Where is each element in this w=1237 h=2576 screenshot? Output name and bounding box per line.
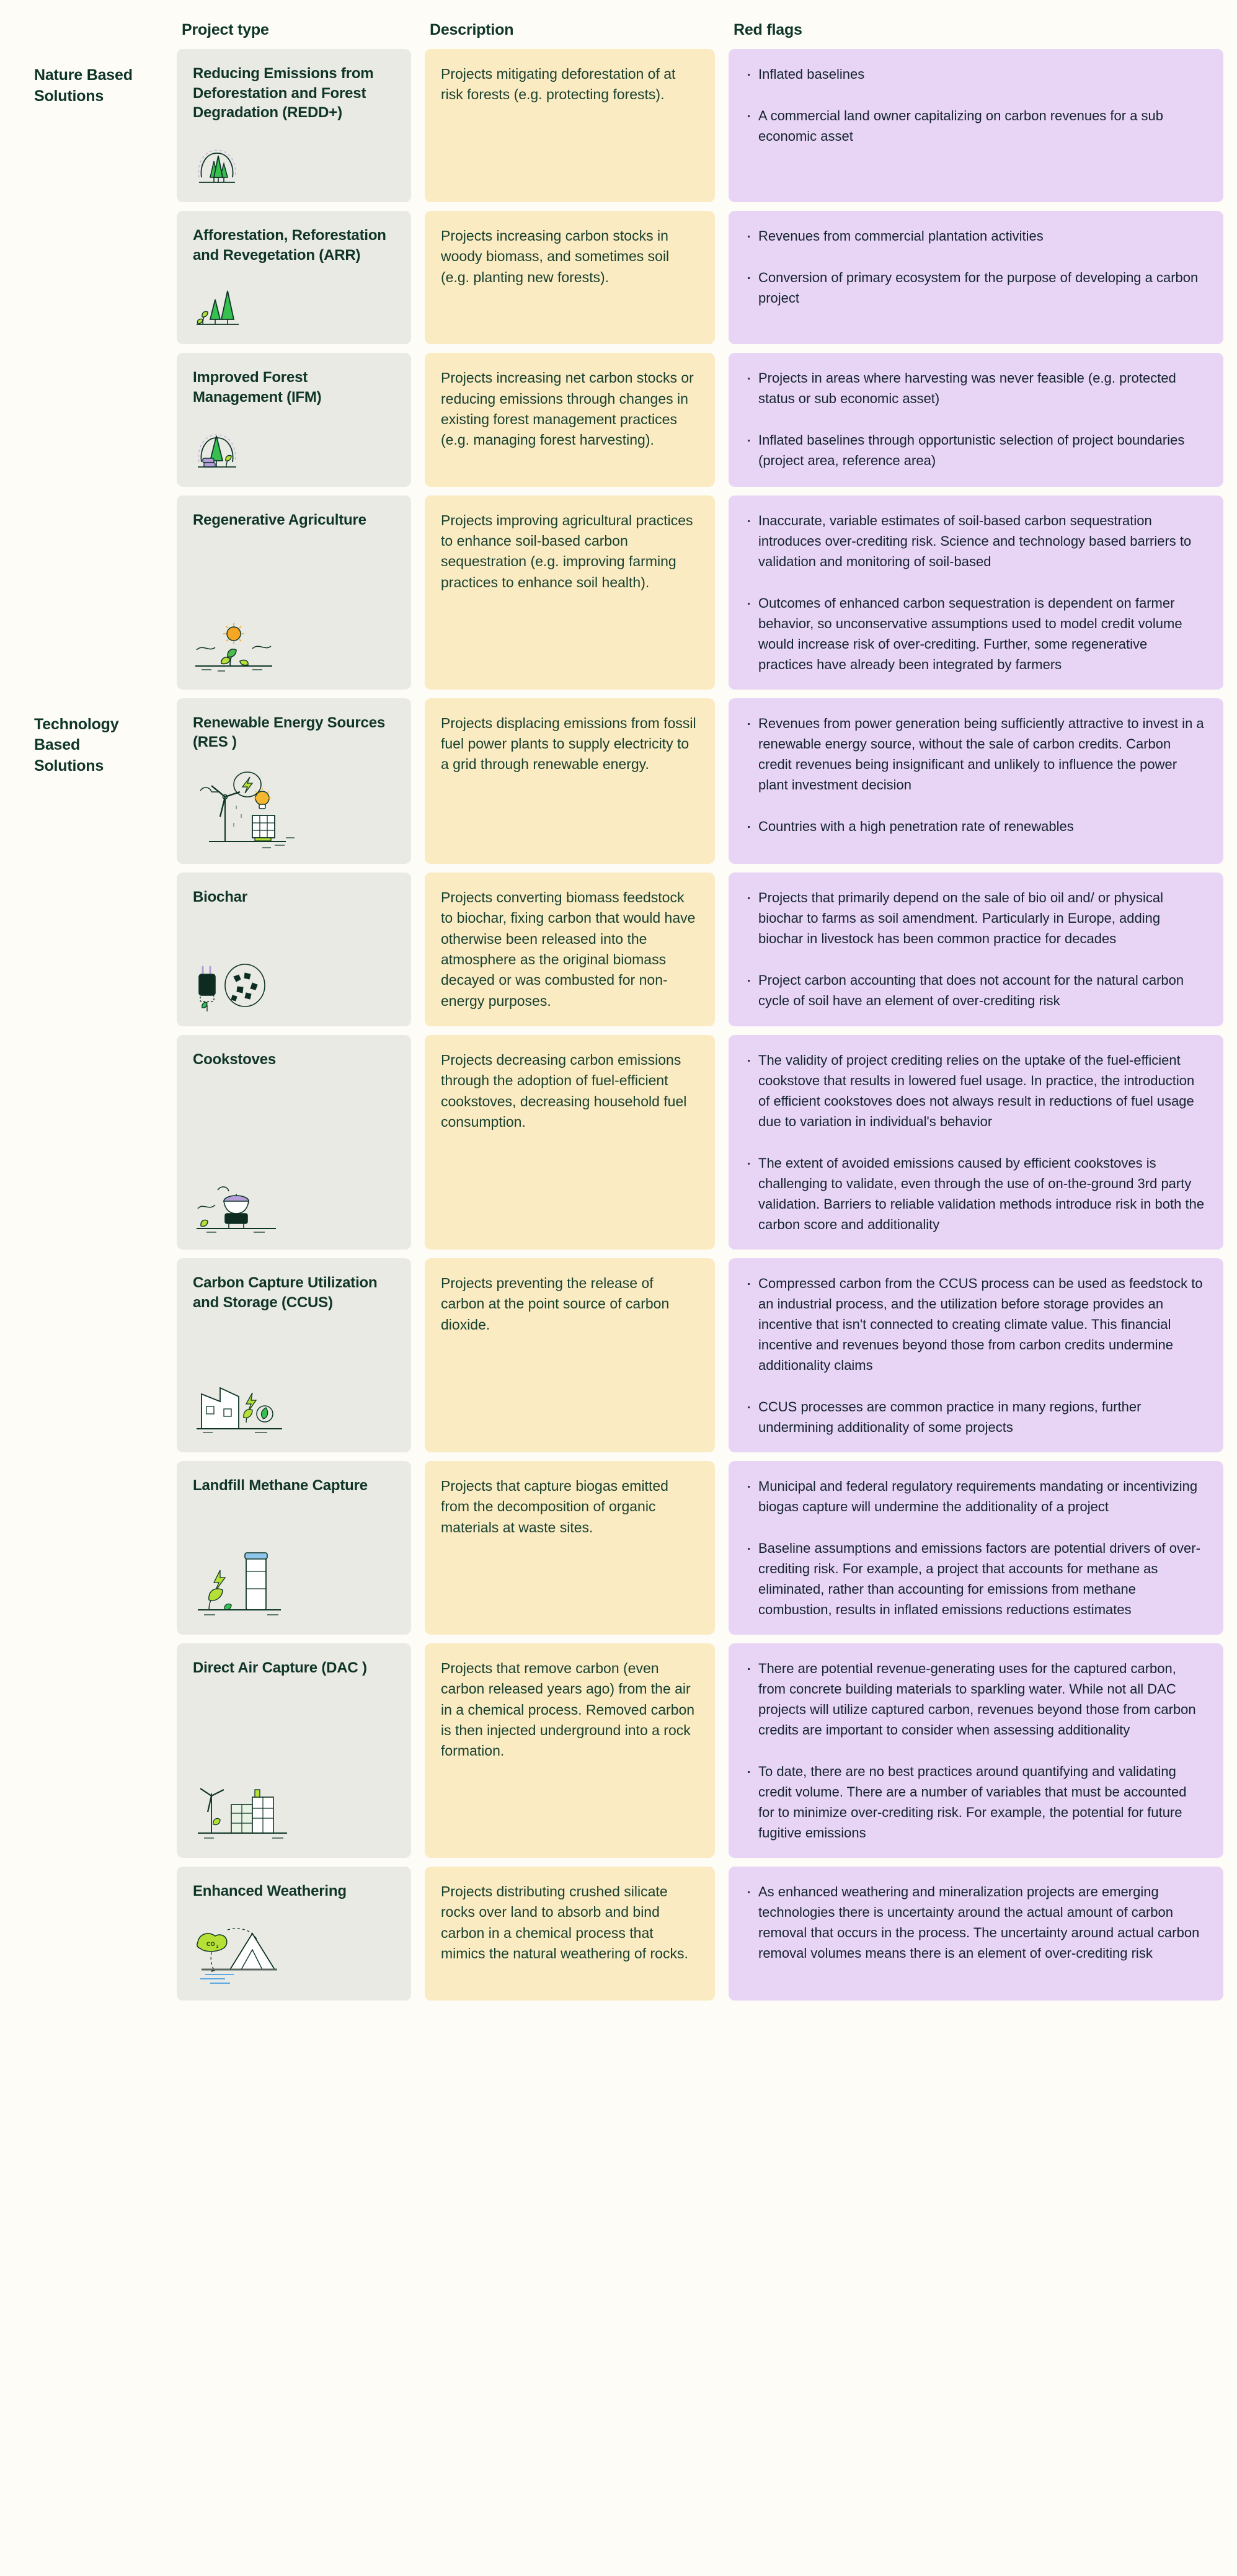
red-flags-cell bbox=[729, 873, 1237, 1026]
industrial-capture-icon bbox=[193, 1369, 394, 1437]
project-type-title: Cookstoves bbox=[193, 1051, 277, 1068]
svg-text:2: 2 bbox=[216, 1945, 219, 1949]
project-type-cell bbox=[177, 1035, 425, 1250]
project-type-title: Renewable Energy Sources (RES ) bbox=[193, 714, 385, 751]
description-cell bbox=[425, 353, 729, 486]
column-header-red-flags: Red flags bbox=[734, 21, 802, 38]
red-flag-item: · Revenues from power generation being sufficiently attractive to invest in a renewable energy source, without the sale of carbon credits. Carbon credit revenues being insignificant and unlikely to influence the power plant investment decision bbox=[745, 713, 1205, 795]
red-flag-item: · Countries with a high penetration rate of renewables bbox=[745, 816, 1205, 837]
red-flags-card bbox=[729, 698, 1223, 864]
wind-solar-icon bbox=[193, 768, 394, 849]
red-flags-card bbox=[729, 873, 1223, 1026]
cookstove-icon bbox=[193, 1175, 394, 1235]
project-type-card[interactable] bbox=[177, 873, 411, 1026]
project-type-cell bbox=[177, 873, 425, 1026]
red-flag-item: · To date, there are no best practices around quantifying and validating credit volume. There are a number of variables that must be accounted for to minimize over-crediting risk. For example, the potential for future fugitive emissions bbox=[745, 1761, 1205, 1843]
project-type-title: Direct Air Capture (DAC ) bbox=[193, 1659, 367, 1677]
description-card: Projects mitigating deforestation of at risk forests (e.g. protecting forests). bbox=[425, 49, 715, 202]
red-flags-cell bbox=[729, 211, 1237, 344]
red-flags-card bbox=[729, 1461, 1223, 1635]
red-flag-item: · Revenues from commercial plantation activities bbox=[745, 226, 1205, 246]
red-flag-item: · Compressed carbon from the CCUS process can be used as feedstock to an industrial process, and the utilization before storage provides an incentive that isn't connected to creating climate value. This financial incentive and revenues beyond those from carbon credits undermine additionality claims bbox=[745, 1273, 1205, 1375]
description-card: Projects distributing crushed silicate rocks over land to absorb and bind carbon in a chemical process that mimics the natural weathering of rocks. bbox=[425, 1867, 715, 2001]
project-type-card[interactable] bbox=[177, 495, 411, 690]
red-flag-item: · Project carbon accounting that does not account for the natural carbon cycle of soil have an element of over-crediting risk bbox=[745, 970, 1205, 1011]
description-cell bbox=[425, 873, 729, 1026]
red-flags-list bbox=[745, 1881, 1205, 1963]
category-cell bbox=[0, 1035, 177, 1250]
description-cell bbox=[425, 1643, 729, 1858]
project-type-title: Afforestation, Reforestation and Revegetation (ARR) bbox=[193, 227, 386, 264]
project-type-cell bbox=[177, 49, 425, 202]
red-flag-item: · Conversion of primary ecosystem for the purpose of developing a carbon project bbox=[745, 267, 1205, 308]
red-flag-item: · As enhanced weathering and mineralization projects are emerging technologies there is uncertainty around the actual amount of carbon removal that occurs in the process. The uncertainty around actual carbon removal volumes means there is an element of over-crediting risk bbox=[745, 1881, 1205, 1963]
category-cell bbox=[0, 1258, 177, 1452]
red-flags-card bbox=[729, 1643, 1223, 1858]
description-cell bbox=[425, 495, 729, 690]
red-flag-item: · Baseline assumptions and emissions factors are potential drivers of over-crediting risk. For example, a project that accounts for methane as eliminated, rather than accounting for emissions from methane combustion, results in inflated emissions reductions estimates bbox=[745, 1538, 1205, 1620]
table-row bbox=[0, 211, 1237, 344]
project-type-card[interactable] bbox=[177, 353, 411, 486]
table-body bbox=[0, 49, 1237, 2001]
category-cell bbox=[0, 211, 177, 344]
project-type-cell bbox=[177, 1867, 425, 2001]
project-type-title: Reducing Emissions from Deforestation and Forest Degradation (REDD+) bbox=[193, 65, 374, 122]
category-cell bbox=[0, 1643, 177, 1858]
project-type-card[interactable] bbox=[177, 211, 411, 344]
landfill-methane-icon bbox=[193, 1545, 394, 1620]
project-type-card[interactable] bbox=[177, 1643, 411, 1858]
project-type-card[interactable] bbox=[177, 1258, 411, 1452]
header-category-spacer bbox=[0, 21, 177, 39]
red-flags-cell bbox=[729, 1643, 1237, 1858]
project-type-title: Landfill Methane Capture bbox=[193, 1477, 368, 1495]
description-cell bbox=[425, 1461, 729, 1635]
description-card: Projects preventing the release of carbon at the point source of carbon dioxide. bbox=[425, 1258, 715, 1452]
table-row bbox=[0, 49, 1237, 202]
red-flag-item: · A commercial land owner capitalizing on carbon revenues for a sub economic asset bbox=[745, 105, 1205, 146]
project-type-title: Improved Forest Management (IFM) bbox=[193, 369, 322, 406]
red-flags-list bbox=[745, 713, 1205, 837]
red-flags-list bbox=[745, 1050, 1205, 1235]
red-flag-item: · Inflated baselines through opportunistic selection of project boundaries (project area, reference area) bbox=[745, 430, 1205, 471]
red-flag-item: · Inaccurate, variable estimates of soil-based carbon sequestration introduces over-crediting risk. Science and technology based barriers to validation and monitoring of soil-based bbox=[745, 510, 1205, 572]
forest-protection-icon bbox=[193, 139, 394, 187]
column-header-project-type: Project type bbox=[182, 21, 269, 38]
direct-air-capture-icon bbox=[193, 1769, 394, 1843]
project-type-title: Biochar bbox=[193, 889, 247, 906]
table-row bbox=[0, 1461, 1237, 1635]
red-flags-list bbox=[745, 368, 1205, 471]
managed-forest-icon bbox=[193, 424, 394, 472]
red-flags-cell bbox=[729, 495, 1237, 690]
project-type-cell bbox=[177, 1461, 425, 1635]
category-cell bbox=[0, 495, 177, 690]
red-flags-card bbox=[729, 353, 1223, 486]
category-label: Nature Based Solutions bbox=[34, 66, 133, 105]
red-flag-item: · There are potential revenue-generating uses for the captured carbon, from concrete building materials to sparkling water. While not all DAC projects will utilize captured carbon, revenues beyond those from carbon credits are important to consider when assessing additionality bbox=[745, 1658, 1205, 1740]
description-cell bbox=[425, 211, 729, 344]
description-cell bbox=[425, 1867, 729, 2001]
project-type-cell bbox=[177, 211, 425, 344]
table-row bbox=[0, 353, 1237, 486]
red-flags-list bbox=[745, 1273, 1205, 1437]
red-flags-list bbox=[745, 64, 1205, 146]
svg-text:CO: CO bbox=[206, 1940, 215, 1947]
red-flag-item: · Projects in areas where harvesting was never feasible (e.g. protected status or sub economic asset) bbox=[745, 368, 1205, 409]
category-label: Technology Based Solutions bbox=[34, 715, 119, 775]
red-flags-cell bbox=[729, 1461, 1237, 1635]
red-flags-list bbox=[745, 887, 1205, 1011]
red-flags-list bbox=[745, 510, 1205, 675]
category-cell bbox=[0, 49, 177, 202]
project-type-cell bbox=[177, 1643, 425, 1858]
description-card: Projects decreasing carbon emissions through the adoption of fuel-efficient cookstoves, decreasing household fuel consumption. bbox=[425, 1035, 715, 1250]
project-type-title: Carbon Capture Utilization and Storage (CCUS) bbox=[193, 1274, 378, 1311]
category-cell bbox=[0, 1461, 177, 1635]
table-row bbox=[0, 1867, 1237, 2001]
red-flags-cell bbox=[729, 1035, 1237, 1250]
description-card: Projects increasing net carbon stocks or reducing emissions through changes in existing forest management practices (e.g. managing forest harvesting). bbox=[425, 353, 715, 486]
description-card: Projects improving agricultural practices to enhance soil-based carbon sequestration (e.g. improving farming practices to enhance soil health). bbox=[425, 495, 715, 690]
project-type-cell bbox=[177, 698, 425, 864]
project-type-title: Enhanced Weathering bbox=[193, 1883, 347, 1900]
project-type-title: Regenerative Agriculture bbox=[193, 511, 366, 528]
column-header-description: Description bbox=[430, 21, 514, 38]
table-row bbox=[0, 495, 1237, 690]
red-flag-item: · Projects that primarily depend on the sale of bio oil and/ or physical biochar to farms as soil amendment. Particularly in Europe, adding biochar in livestock has been common practice for decades bbox=[745, 887, 1205, 949]
project-type-cell bbox=[177, 353, 425, 486]
table-row bbox=[0, 1643, 1237, 1858]
category-cell bbox=[0, 698, 177, 864]
project-type-card[interactable] bbox=[177, 1867, 411, 2001]
description-cell bbox=[425, 1035, 729, 1250]
red-flags-list bbox=[745, 1658, 1205, 1843]
description-cell bbox=[425, 1258, 729, 1452]
biochar-icon bbox=[193, 956, 394, 1011]
red-flag-item: · Outcomes of enhanced carbon sequestration is dependent on farmer behavior, so unconservative assumptions used to model credit volume would increase risk of over-crediting. Further, some regenerative practices have already been integrated by farmers bbox=[745, 593, 1205, 675]
category-cell bbox=[0, 1867, 177, 2001]
description-card: Projects that remove carbon (even carbon released years ago) from the air in a chemical process. Removed carbon is then injected underground into a rock formation. bbox=[425, 1643, 715, 1858]
growing-trees-icon bbox=[193, 281, 394, 329]
red-flags-cell bbox=[729, 1258, 1237, 1452]
red-flags-card bbox=[729, 1035, 1223, 1250]
red-flag-item: · CCUS processes are common practice in many regions, further undermining additionality of some projects bbox=[745, 1397, 1205, 1437]
red-flags-card bbox=[729, 49, 1223, 202]
red-flags-list bbox=[745, 226, 1205, 308]
project-type-card[interactable] bbox=[177, 49, 411, 202]
project-type-card[interactable] bbox=[177, 1461, 411, 1635]
red-flags-card bbox=[729, 495, 1223, 690]
project-type-card[interactable] bbox=[177, 698, 411, 864]
red-flags-cell bbox=[729, 353, 1237, 486]
enhanced-weathering-icon bbox=[193, 1917, 394, 1986]
description-card: Projects converting biomass feedstock to biochar, fixing carbon that would have otherwise been released into the atmosphere as the original biomass decayed or was combusted for non-energy purposes. bbox=[425, 873, 715, 1026]
red-flag-item: · Inflated baselines bbox=[745, 64, 1205, 84]
project-type-cell bbox=[177, 495, 425, 690]
category-cell bbox=[0, 353, 177, 486]
table-row bbox=[0, 1035, 1237, 1250]
table-header-row bbox=[0, 0, 1237, 49]
red-flags-card bbox=[729, 211, 1223, 344]
red-flags-card bbox=[729, 1258, 1223, 1452]
description-card: Projects displacing emissions from fossil fuel power plants to supply electricity to a grid through renewable energy. bbox=[425, 698, 715, 864]
red-flags-cell bbox=[729, 49, 1237, 202]
table-row bbox=[0, 1258, 1237, 1452]
red-flag-item: · Municipal and federal regulatory requirements mandating or incentivizing biogas capture will undermine the additionality of a project bbox=[745, 1476, 1205, 1517]
table-row bbox=[0, 698, 1237, 864]
red-flag-item: · The extent of avoided emissions caused by efficient cookstoves is challenging to validate, even through the use of on-the-ground 3rd party validation. Barriers to reliable validation methods introduce risk in both the carbon score and additionality bbox=[745, 1153, 1205, 1235]
farm-soil-icon bbox=[193, 621, 394, 675]
description-card: Projects that capture biogas emitted from the decomposition of organic materials at waste sites. bbox=[425, 1461, 715, 1635]
description-cell bbox=[425, 698, 729, 864]
project-type-card[interactable] bbox=[177, 1035, 411, 1250]
red-flags-card bbox=[729, 1867, 1223, 2001]
category-cell bbox=[0, 873, 177, 1026]
description-cell bbox=[425, 49, 729, 202]
red-flags-list bbox=[745, 1476, 1205, 1620]
description-card: Projects increasing carbon stocks in woody biomass, and sometimes soil (e.g. planting new forests). bbox=[425, 211, 715, 344]
table-row bbox=[0, 873, 1237, 1026]
red-flag-item: · The validity of project crediting relies on the uptake of the fuel-efficient cookstove that results in lowered fuel usage. In practice, the introduction of efficient cookstoves does not always result in reductions of fuel usage due to variation in individual's behavior bbox=[745, 1050, 1205, 1132]
project-type-cell bbox=[177, 1258, 425, 1452]
red-flags-cell bbox=[729, 698, 1237, 864]
red-flags-cell bbox=[729, 1867, 1237, 2001]
